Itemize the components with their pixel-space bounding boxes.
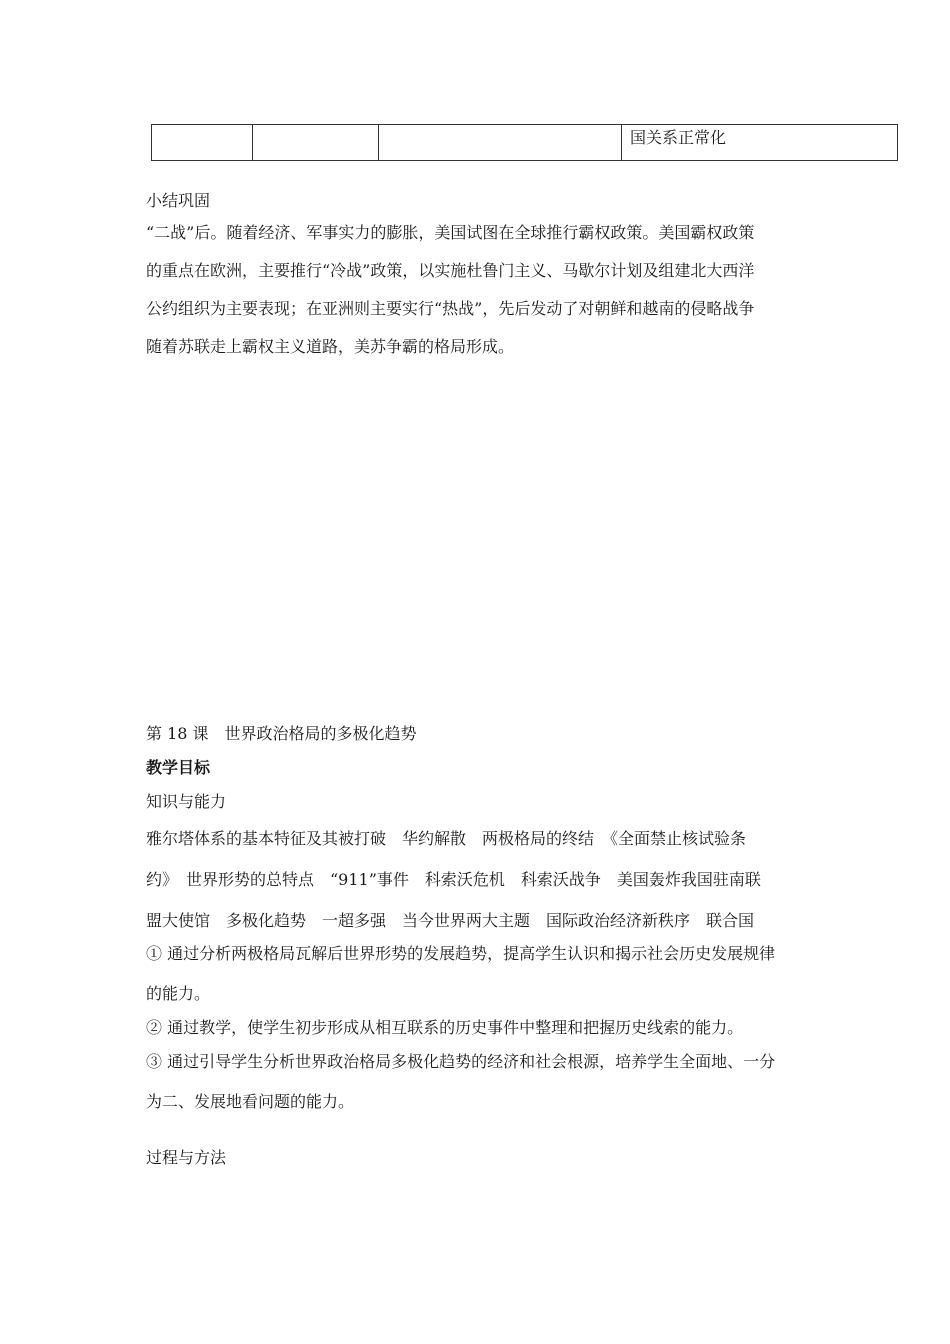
table-cell: [379, 125, 622, 161]
knowledge-line: 约》 世界形势的总特点 “911”事件 科索沃危机 科索沃战争 美国轰炸我国驻南联: [146, 870, 761, 889]
objective-3-line: ③ 通过引导学生分析世界政治格局多极化趋势的经济和社会根源，培养学生全面地、一分: [146, 1052, 776, 1071]
table-fragment: [151, 124, 898, 161]
objective-1-line: 的能力。: [146, 984, 211, 1003]
knowledge-heading: 知识与能力: [146, 792, 227, 811]
table-row: [152, 125, 898, 161]
summary-heading: 小结巩固: [146, 191, 211, 210]
objective-1-line: ① 通过分析两极格局瓦解后世界形势的发展趋势，提高学生认识和揭示社会历史发展规律: [146, 944, 776, 963]
table-cell: [253, 125, 379, 161]
summary-line: 随着苏联走上霸权主义道路，美苏争霸的格局形成。: [146, 337, 515, 356]
knowledge-line: 雅尔塔体系的基本特征及其被打破 华约解散 两极格局的终结 《全面禁止核试验条: [146, 829, 747, 848]
document-body: [146, 186, 826, 1169]
knowledge-paragraph: [146, 828, 826, 932]
summary-line: 公约组织为主要表现；在亚洲则主要实行“热战”，先后发动了对朝鲜和越南的侵略战争: [146, 299, 755, 318]
objective-2: ② 通过教学，使学生初步形成从相互联系的历史事件中整理和把握历史线索的能力。: [146, 1018, 744, 1037]
table-cell: 国关系正常化: [622, 125, 898, 161]
summary-paragraph: [146, 222, 826, 358]
summary-line: 的重点在欧洲，主要推行“冷战”政策，以实施杜鲁门主义、马歇尔计划及组建北大西洋: [146, 261, 755, 280]
lesson-title: 第 18 课 世界政治格局的多极化趋势: [146, 724, 417, 743]
table-cell: [152, 125, 253, 161]
objective-3-line: 为二、发展地看问题的能力。: [146, 1092, 355, 1111]
summary-line: “二战”后。随着经济、军事实力的膨胀，美国试图在全球推行霸权政策。美国霸权政策: [146, 223, 755, 242]
process-heading: 过程与方法: [146, 1148, 227, 1167]
goals-heading: 教学目标: [146, 758, 211, 777]
knowledge-line: 盟大使馆 多极化趋势 一超多强 当今世界两大主题 国际政治经济新秩序 联合国: [146, 911, 755, 930]
